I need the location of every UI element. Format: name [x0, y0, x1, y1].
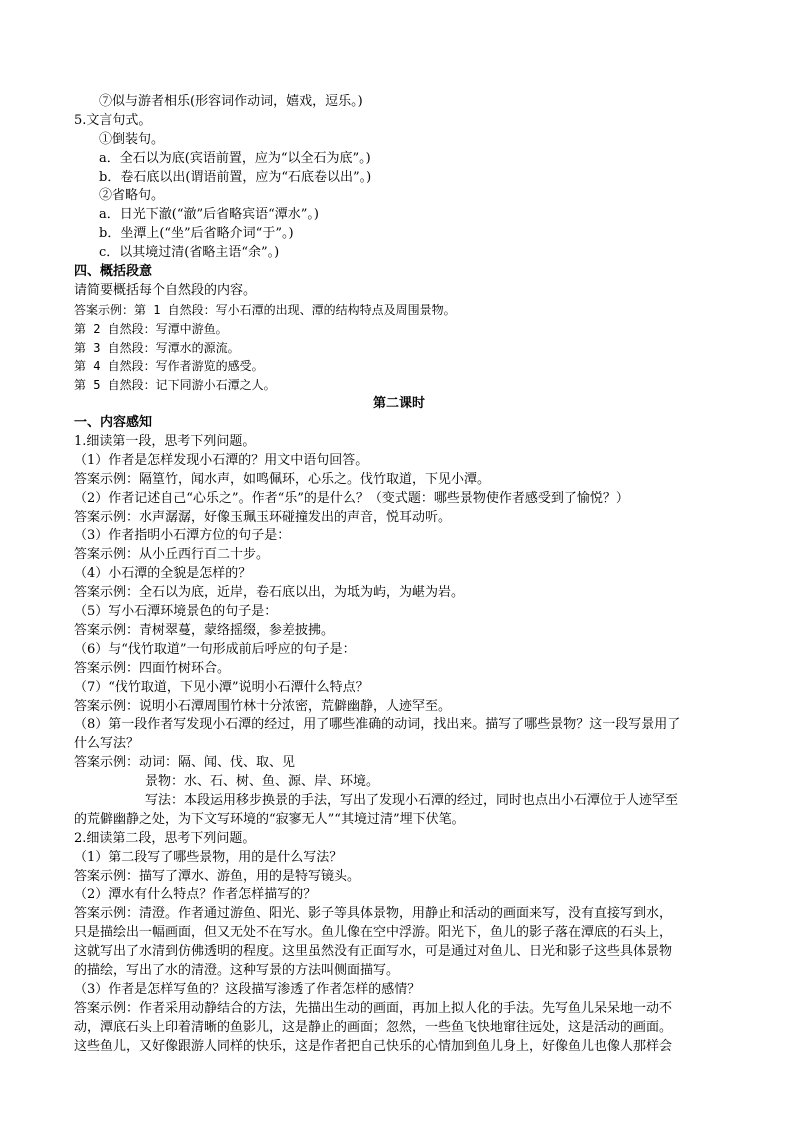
text-line: 这就写出了水清到仿佛透明的程度。这里虽然没有正面写水，可是通过对鱼儿、日光和影子这些具体景物: [74, 944, 673, 960]
text-line: 答案示例：水声潺潺，好像玉珮玉环碰撞发出的声音，悦耳动听。: [74, 509, 452, 525]
text-line: 第二课时: [372, 396, 425, 412]
text-line: 答案示例：说明小石潭周围竹林十分浓密，荒僻幽静，人迹罕至。: [74, 698, 452, 714]
text-line: ②省略句。: [99, 188, 165, 204]
text-line: 答案示例：青树翠蔓，蒙络摇缀，参差披拂。: [74, 622, 335, 638]
text-line: ①倒装句。: [99, 131, 165, 147]
text-line: （1）第二段写了哪些景物，用的是什么写法？: [74, 849, 343, 865]
text-line: 景物：水、石、树、鱼、源、岸、环境。: [145, 774, 380, 790]
text-line: 只是描绘出一幅画面，但又无处不在写水。鱼儿像在空中浮游。阳光下，鱼儿的影子落在潭底的石头上，: [74, 925, 673, 941]
text-line: 1.细读第一段，思考下列问题。: [74, 434, 256, 450]
text-line: （1）作者是怎样发现小石潭的？用文中语句回答。: [74, 452, 369, 468]
text-line: （5）写小石潭环境景色的句子是：: [74, 604, 278, 620]
text-line: 第 5 自然段：记下同游小石潭之人。: [74, 378, 276, 393]
text-line: 5.文言句式。: [74, 112, 152, 128]
text-line: 答案示例：隔篁竹，闻水声，如鸣佩环，心乐之。伐竹取道，下见小潭。: [74, 471, 491, 487]
text-line: 请简要概括每个自然段的内容。: [74, 282, 257, 298]
text-line: 答案示例：从小丘西行百二十步。: [74, 547, 270, 563]
text-line: 答案示例：作者采用动静结合的方法，先描出生动的画面，再加上拟人化的手法。先写鱼儿呆呆地一动不: [74, 1000, 673, 1016]
text-line: a．日光下澈(“澈”后省略宾语“潭水”。): [99, 207, 319, 223]
text-line: ⑦似与游者相乐(形容词作动词，嬉戏，逗乐。): [99, 94, 363, 109]
text-line: 答案示例：清澄。作者通过游鱼、阳光、影子等具体景物，用静止和活动的画面来写，没有直接写到水，: [74, 906, 673, 922]
text-line: 这些鱼儿，又好像跟游人同样的快乐，这是作者把自己快乐的心情加到鱼儿身上，好像鱼儿也像人那样会: [74, 1038, 673, 1054]
text-line: 答案示例：四面竹树环合。: [74, 660, 231, 676]
text-line: b．卷石底以出(谓语前置，应为“石底卷以出”。): [99, 169, 372, 185]
text-line: 2.细读第二段，思考下列问题。: [74, 830, 256, 846]
text-line: 四、概括段意: [74, 264, 153, 280]
text-line: 动，潭底石头上印着清晰的鱼影儿，这是静止的画面；忽然，一些鱼飞快地窜往远处，这是活动的画面。: [74, 1019, 673, 1035]
document-page: [74, 93, 724, 1056]
text-line: a．全石以为底(宾语前置，应为“以全石为底”。): [99, 150, 371, 166]
text-line: 什么写法？: [74, 736, 140, 752]
text-line: 第 4 自然段：写作者游览的感受。: [74, 359, 264, 374]
text-line: （8）第一段作者写发现小石潭的经过，用了哪些准确的动词，找出来。描写了哪些景物？这一段写景用了: [74, 717, 681, 733]
text-line: 答案示例：动词：隔、闻、伐、取、见: [74, 755, 296, 771]
text-line: 的描绘，写出了水的清澄。这种写景的方法叫侧面描写。: [74, 962, 400, 978]
text-line: 一、内容感知: [74, 415, 153, 431]
text-line: 写法：本段运用移步换景的手法，写出了发现小石潭的经过，同时也点出小石潭位于人迹罕至: [145, 792, 679, 808]
text-line: 的荒僻幽静之处，为下文写环境的“寂寥无人”“其境过清”埋下伏笔。: [74, 811, 465, 827]
text-line: c．以其境过清(省略主语“余”。): [99, 245, 280, 261]
text-line: （4）小石潭的全貌是怎样的？: [74, 566, 252, 582]
text-line: （2）作者记述自己“心乐之”。作者“乐”的是什么？（变式题：哪些景物使作者感受到了愉悦？）: [74, 490, 629, 506]
text-line: （3）作者指明小石潭方位的句子是：: [74, 528, 291, 544]
text-line: 答案示例：描写了潭水、游鱼，用的是特写镜头。: [74, 868, 361, 884]
text-line: （6）与“伐竹取道”一句形成前后呼应的句子是：: [74, 641, 356, 657]
text-line: b．坐潭上(“坐”后省略介词“于”。): [99, 226, 294, 242]
text-line: （7）“伐竹取道，下见小潭”说明小石潭什么特点？: [74, 679, 369, 695]
text-line: （2）潭水有什么特点？作者怎样描写的？: [74, 887, 317, 903]
text-line: 第 3 自然段：写潭水的源流。: [74, 340, 240, 355]
text-line: 答案示例：全石以为底，近岸，卷石底以出，为坻为屿，为嵁为岩。: [74, 585, 465, 601]
text-line: 答案示例：第 1 自然段：写小石潭的出现、潭的结构特点及周围景物。: [74, 302, 456, 317]
text-line: （3）作者是怎样写鱼的？这段描写渗透了作者怎样的感情？: [74, 981, 421, 997]
text-line: 第 2 自然段：写潭中游鱼。: [74, 321, 228, 336]
